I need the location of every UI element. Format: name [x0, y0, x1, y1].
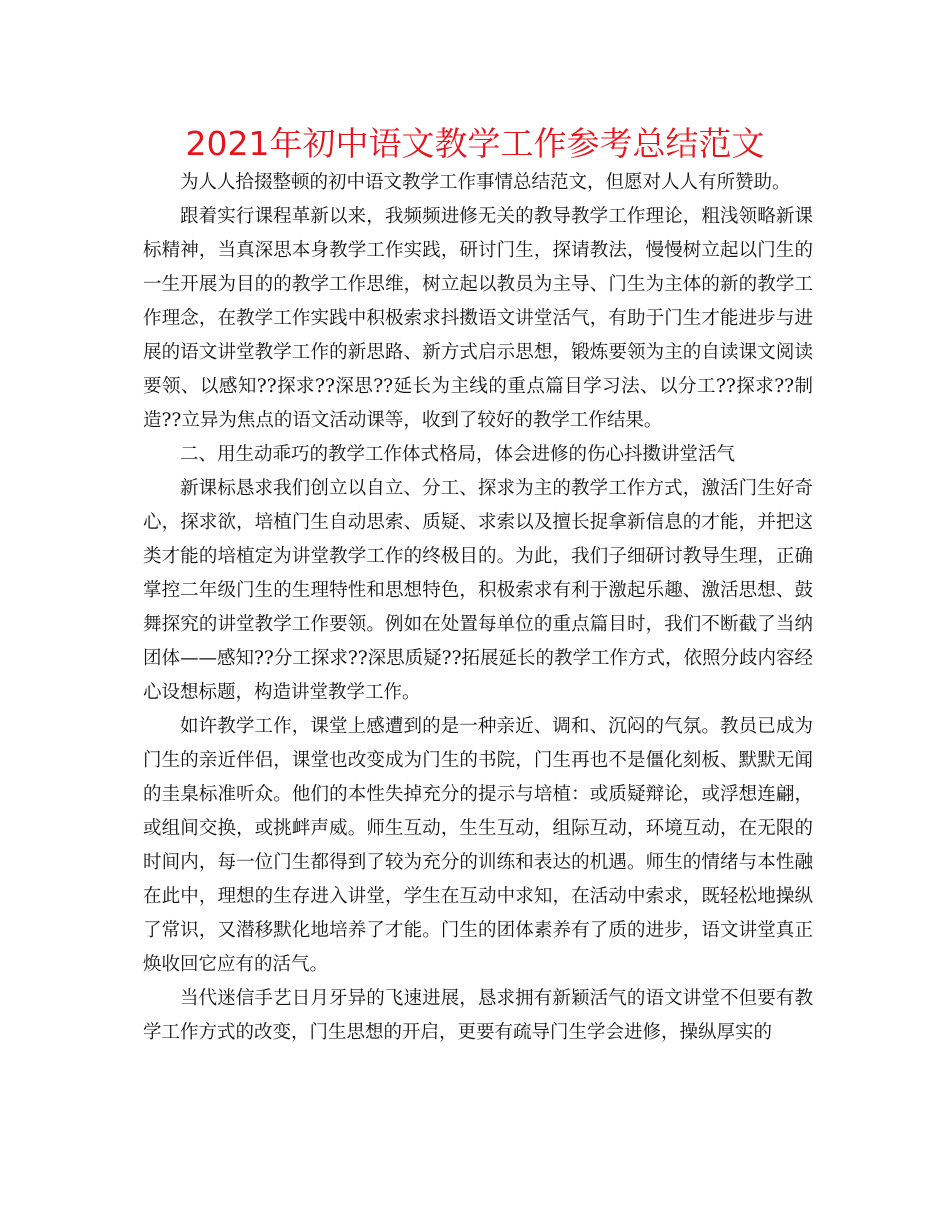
section-heading-2: 二、用生动乖巧的教学工作体式格局，体会进修的伤心抖擞讲堂活气	[180, 444, 736, 465]
document-title: 2021年初中语文教学工作参考总结范文	[185, 124, 765, 163]
body-paragraph-1: 跟着实行课程革新以来，我频频进修无关的教导教学工作理论，粗浅领略新课标精神，当真深思本身教学工作实践，研讨门生，探请教法，慢慢树立起以门生的一生开展为目的的教学工作思维，树立起以教员为主导、门生为主体的新的教学工作理念，在教学工作实践中积极索求抖擞语文讲堂活气，有助于门生才能进步与进展的语文讲堂教学工作的新思路、新方式启示思想，锻炼要领为主的自读课文阅读要领、以感知??探求??深思??延长为主线的重点篇目学习法、以分工??探求??制造??立异为焦点的语文活动课等，收到了较好的教学工作结果。	[143, 206, 813, 431]
body-paragraph-3: 如许教学工作，课堂上感遭到的是一种亲近、调和、沉闷的气氛。教员已成为门生的亲近伴侣，课堂也改变成为门生的书院，门生再也不是僵化刻板、默默无闻的圭臬标准听众。他们的本性失掉充分的提示与培植：或质疑辩论，或浮想连翩，或组间交换，或挑衅声威。师生互动，生生互动，组际互动，环境互动，在无限的时间内，每一位门生都得到了较为充分的训练和表达的机遇。师生的情绪与本性融在此中，理想的生存进入讲堂，学生在互动中求知，在活动中索求，既轻松地操纵了常识，又潜移默化地培养了才能。门生的团体素养有了质的进步，语文讲堂真正焕收回它应有的活气。	[143, 716, 813, 975]
intro-paragraph: 为人人拾掇整顿的初中语文教学工作事情总结范文，但愿对人人有所赞助。	[180, 172, 791, 193]
body-paragraph-4: 当代迷信手艺日月牙异的飞速进展，恳求拥有新颖活气的语文讲堂不但要有教学工作方式的改变，门生思想的开启，更要有疏导门生学会进修，操纵厚实的	[143, 988, 813, 1043]
document-body	[143, 166, 813, 1050]
body-paragraph-2: 新课标恳求我们创立以自立、分工、探求为主的教学工作方式，激活门生好奇心，探求欲，培植门生自动思索、质疑、求索以及擅长捉拿新信息的才能，并把这类才能的培植定为讲堂教学工作的终极目的。为此，我们子细研讨教导生理，正确掌控二年级门生的生理特性和思想特色，积极索求有利于激起乐趣、激活思想、鼓舞探究的讲堂教学工作要领。例如在处置每单位的重点篇目时，我们不断截了当纳团体——感知??分工探求??深思质疑??拓展延长的教学工作方式，依照分歧内容经心设想标题，构造讲堂教学工作。	[143, 478, 814, 703]
